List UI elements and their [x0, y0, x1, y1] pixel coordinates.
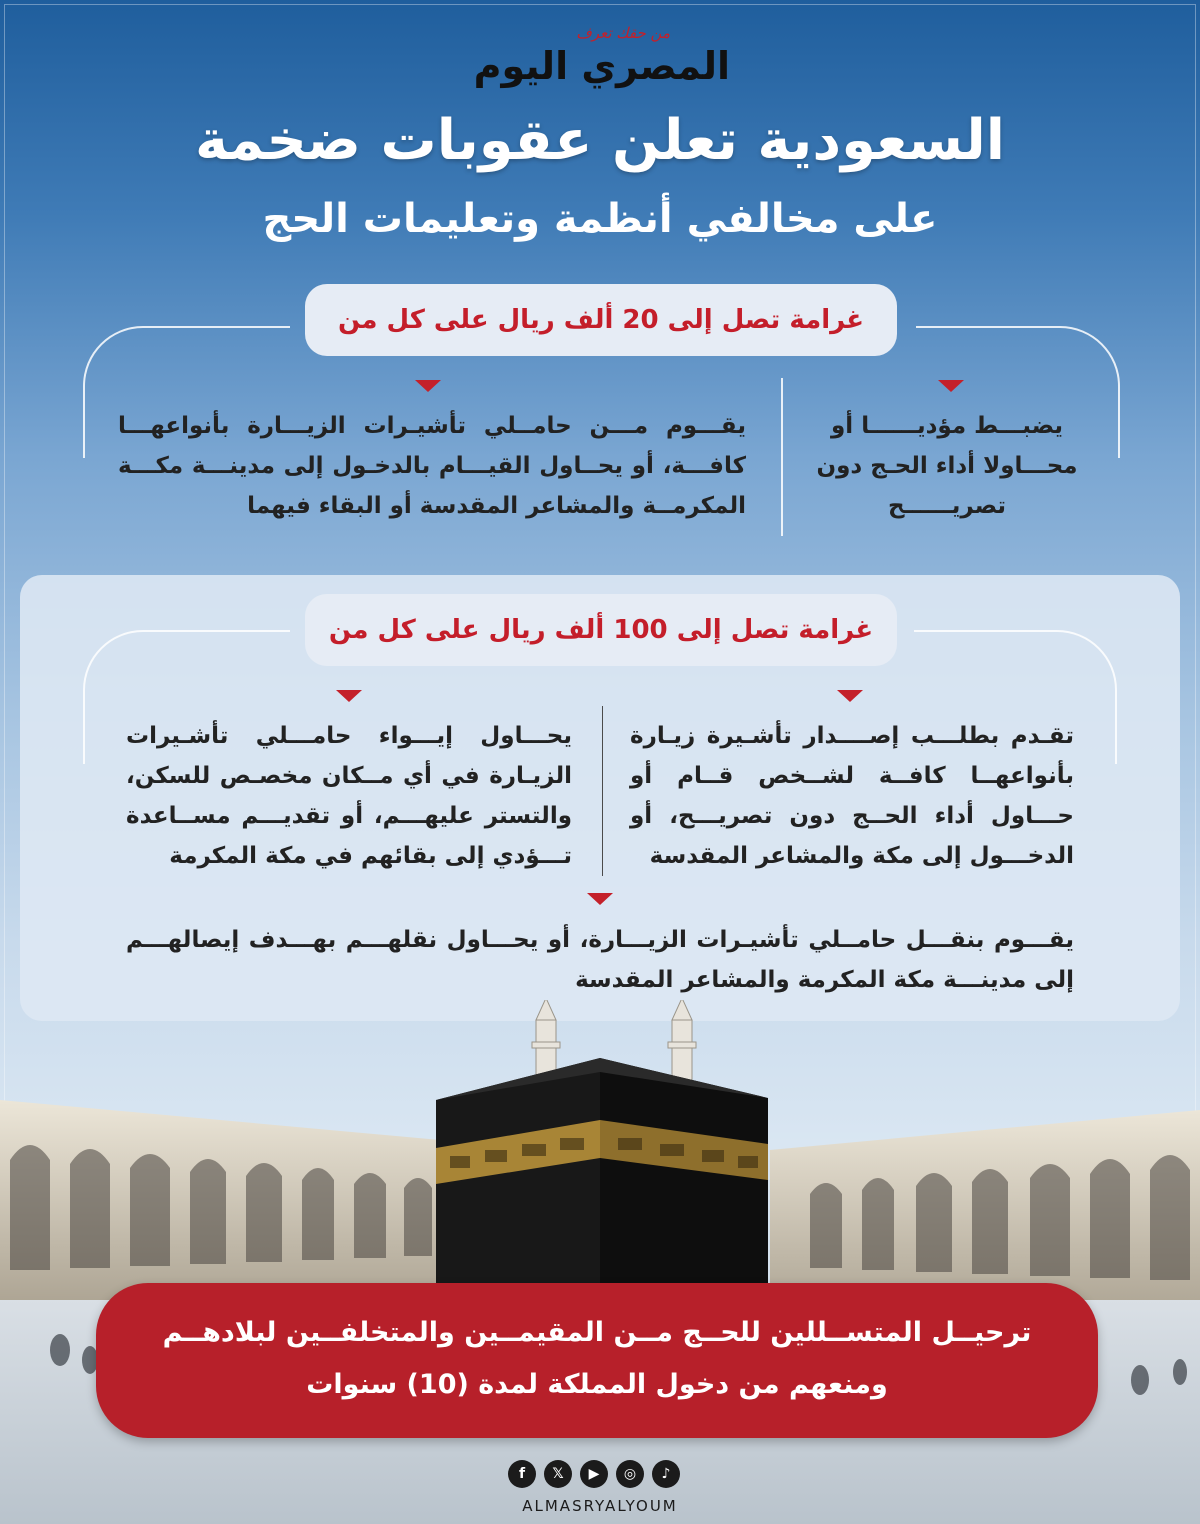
fine-100k-label: غرامة تصل إلى 100 ألف ريال على كل من [305, 594, 897, 666]
fine-20k-label: غرامة تصل إلى 20 ألف ريال على كل من [305, 284, 897, 356]
left-arrow-marker-icon [336, 690, 362, 702]
section2-divider [602, 706, 603, 876]
fine-20k-left-item: يقـــوم مـــن حامــلي تأشيـرات الزيـــارة بأنواعهـــا كافـــة، أو يحــاول القيـــام بالدخـول إلى مدينـــة مكـــة المكرمــة والمشاعر المقدسة أو البقاء فيهما [118, 413, 746, 519]
page-title: السعودية تعلن عقوبات ضخمة [194, 108, 1005, 173]
tiktok-icon[interactable]: ♪ [652, 1460, 680, 1488]
logo-tagline: من حقك تعرف [576, 24, 670, 42]
kaaba-scene-image [0, 1000, 1200, 1524]
deportation-banner [96, 1283, 1098, 1438]
fine-100k-right-item: تقـدم بطلـــب إصــــدار تأشـيرة زيـارة بأنواعهــا كافــة لشــخص قــام أو حـــاول أداء الحــج دون تصريـــح، أو الدخـــول إلى مكة والمشاعر المقدسة [630, 723, 1074, 869]
youtube-icon[interactable]: ▶ [580, 1460, 608, 1488]
logo [440, 24, 760, 88]
section1-divider [781, 378, 783, 536]
instagram-icon[interactable]: ◎ [616, 1460, 644, 1488]
bottom-arrow-marker-icon [587, 893, 613, 905]
banner-text: ترحيــل المتســللين للحــج مــن المقيمــين والمتخلفــين لبلادهــم ومنعهم من دخول المملكة لمدة (10) سنوات [162, 1317, 1032, 1400]
facebook-icon[interactable]: f [508, 1460, 536, 1488]
page-subtitle: على مخالفي أنظمة وتعليمات الحج [262, 196, 938, 242]
right-arrow-marker-icon [837, 690, 863, 702]
fine-100k-bottom-item: يقـــوم بنقـــل حامــلي تأشيـرات الزيـــارة، أو يحـــاول نقلهـــم بهـــدف إيصالهـــم إلى مدينـــة مكة المكرمة والمشاعر المقدسة [126, 927, 1074, 993]
fine-20k-right-item: يضبـــط مؤديــــــا أو محـــاولا أداء الحـج دون تصريــــــح [816, 413, 1078, 519]
social-icons [508, 1460, 680, 1488]
x-icon[interactable]: 𝕏 [544, 1460, 572, 1488]
website-name: ALMASRYALYOUM [522, 1497, 678, 1515]
logo-name: المصري اليوم [473, 44, 730, 88]
fine-100k-left-item: يحـــاول إيـــواء حامـــلي تأشـيرات الزيـارة في أي مــكان مخصـص للسكن، والتستر عليهـــم، أو تقديـــم مســاعدة تـــؤدي إلى بقائهم في مكة المكرمة [126, 723, 572, 869]
right-arrow-marker-icon [938, 380, 964, 392]
left-arrow-marker-icon [415, 380, 441, 392]
